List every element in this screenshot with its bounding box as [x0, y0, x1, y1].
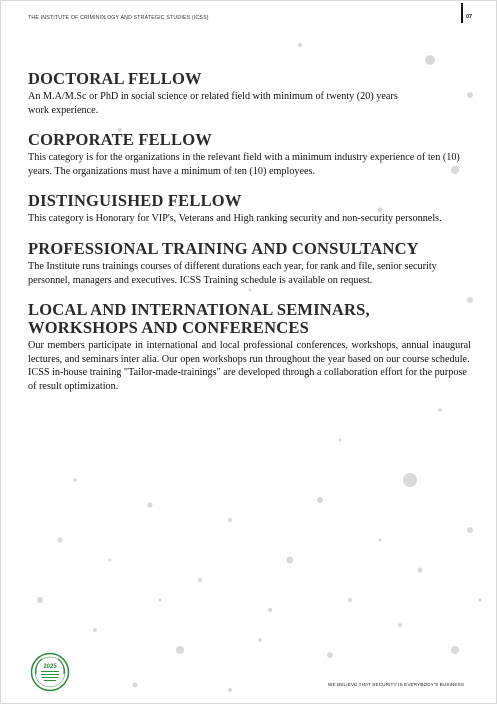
section-paragraph: An M.A/M.Sc or PhD in social science or related field with minimum of twenty (20) years work experience. [28, 91, 398, 116]
section-heading: PROFESSIONAL TRAINING AND CONSULTANCY [28, 238, 419, 258]
section-distinguished-fellow [28, 192, 471, 226]
section-paragraph: ICSS in-house training "Tailor-made-trainings" are developed through a collaboration effort for the purpose of result optimization. [28, 367, 467, 392]
main-content [28, 70, 471, 408]
page-number: 07 [466, 14, 473, 20]
section-professional-training [28, 240, 471, 287]
running-header: THE INSTITUTE OF CRIMINOLOGY AND STRATEGIC STUDIES (ICSS) [28, 15, 209, 21]
section-heading: DOCTORAL FELLOW [28, 69, 202, 88]
section-paragraph: This category is for the organizations in the relevant field with a minimum industry experience of ten (10) years. The organizations must have a minimum of ten (10) employees. [28, 152, 460, 177]
section-paragraph: The Institute runs trainings courses of different durations each year, for rank and file, senior security personnel, managers and executives. ICSS Training schedule is available on request. [28, 260, 437, 286]
page-number-bar [461, 3, 463, 23]
footer-tagline: WE BELIEVE THAT SECURITY IS EVERYBODY'S BUSINESS [328, 682, 465, 687]
section-heading: DISTINGUISHED FELLOW [28, 191, 242, 211]
section-heading: LOCAL AND INTERNATIONAL SEMINARS, WORKSHOPS AND CONFERENCES [28, 300, 370, 338]
section-heading: CORPORATE FELLOW [28, 130, 212, 150]
anniversary-seal-icon [30, 652, 70, 692]
seal-year: 2025 [43, 664, 57, 670]
section-paragraph: Our members participate in international and local professional conferences, workshops, annual inaugural lectures, and seminars inter alia. Our open workshops run throughout the year based on our course schedule. [28, 340, 471, 365]
section-seminars-workshops [28, 301, 471, 393]
section-corporate-fellow [28, 131, 471, 178]
section-doctoral-fellow [28, 70, 471, 117]
section-paragraph: This category is Honorary for VIP's, Veterans and High ranking security and non-security personnels. [28, 213, 442, 225]
